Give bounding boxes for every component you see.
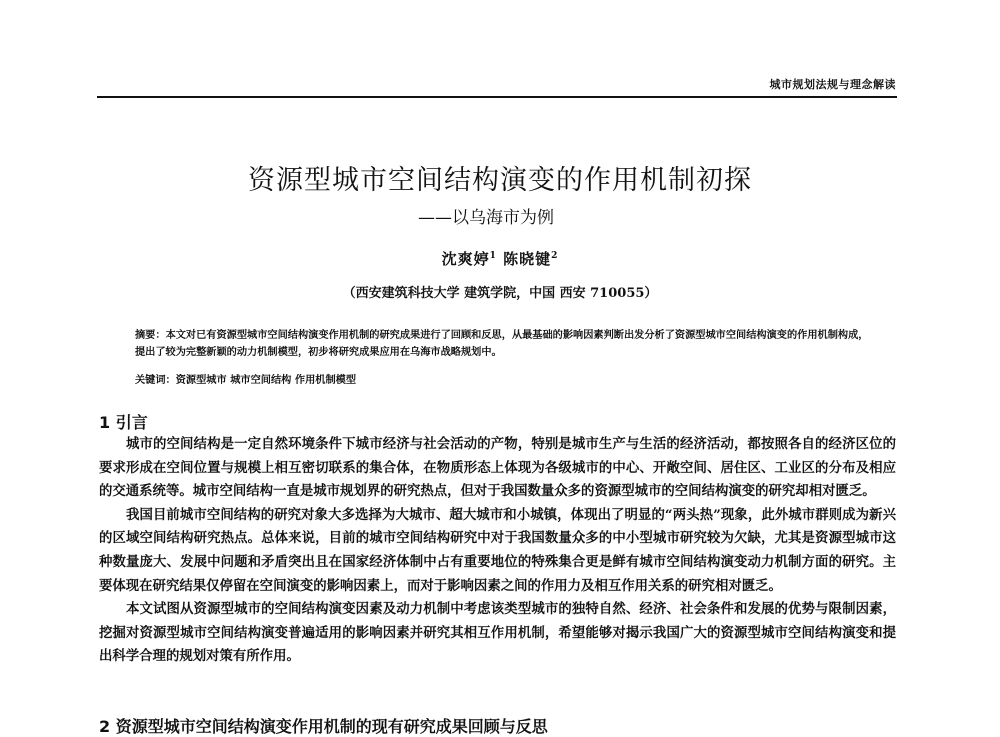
- author-name: 陈晓键: [503, 250, 552, 268]
- author-mark: 2: [551, 251, 559, 261]
- running-header: 城市规划法规与理念解读: [769, 78, 896, 91]
- author-mark: 1: [489, 251, 497, 261]
- section-heading-review: 2 资源型城市空间结构演变作用机制的现有研究成果回顾与反思: [99, 717, 548, 736]
- article-title: 资源型城市空间结构演变的作用机制初探: [248, 165, 752, 196]
- abstract: [135, 327, 875, 361]
- author-line: [0, 248, 1000, 269]
- header-rule: [97, 96, 897, 98]
- keywords: [135, 371, 356, 386]
- body-paragraph: 本文试图从资源型城市的空间结构演变因素及动力机制中考虑该类型城市的独特自然、经济、社会条件和发展的优势与限制因素，挖掘对资源型城市空间结构演变普遍适用的影响因素并研究其相互作用机制，希望能够对揭示我国广大的资源型城市空间结构演变和提出科学合理的规划对策有所作用。: [99, 601, 896, 665]
- section-body-introduction: [99, 433, 896, 669]
- body-paragraph: 城市的空间结构是一定自然环境条件下城市经济与社会活动的产物，特别是城市生产与生活的经济活动，都按照各自的经济区位的要求形成在空间位置与规模上相互密切联系的集合体，在物质形态上体现为各级城市的中心、开敞空间、居住区、工业区的分布及相应的交通系统等。城市空间结构一直是城市规划界的研究热点，但对于我国数量众多的资源型城市的空间结构演变的研究却相对匮乏。: [99, 436, 896, 500]
- keywords-text: 资源型城市 城市空间结构 作用机制模型: [175, 375, 357, 386]
- body-paragraph: 我国目前城市空间结构的研究对象大多选择为大城市、超大城市和小城镇，体现出了明显的“两头热”现象，此外城市群则成为新兴的区域空间结构研究热点。总体来说，目前的城市空间结构研究中对于我国数量众多的中小型城市研究较为欠缺，尤其是资源型城市这种数量庞大、发展中问题和矛盾突出且在国家经济体制中占有重要地位的特殊集合更是鲜有城市空间结构演变动力机制方面的研究。主要体现在研究结果仅停留在空间演变的影响因素上，而对于影响因素之间的作用力及相互作用关系的研究相对匮乏。: [99, 506, 896, 594]
- abstract-text: 本文对已有资源型城市空间结构演变作用机制的研究成果进行了回顾和反思，从最基础的影响因素判断出发分析了资源型城市空间结构演变的作用机制构成，提出了较为完整新颖的动力机制模型，初步将研究成果应用在乌海市战略规划中。: [135, 330, 869, 358]
- keywords-label: 关键词：: [135, 375, 176, 386]
- author-name: 沈爽婷: [441, 250, 490, 268]
- abstract-label: 摘要：: [135, 330, 166, 341]
- article-subtitle: ——以乌海市为例: [418, 208, 554, 228]
- section-heading-introduction: 1 引言: [99, 413, 148, 432]
- author-affiliation: （西安建筑科技大学 建筑学院，中国 西安 710055）: [342, 286, 658, 301]
